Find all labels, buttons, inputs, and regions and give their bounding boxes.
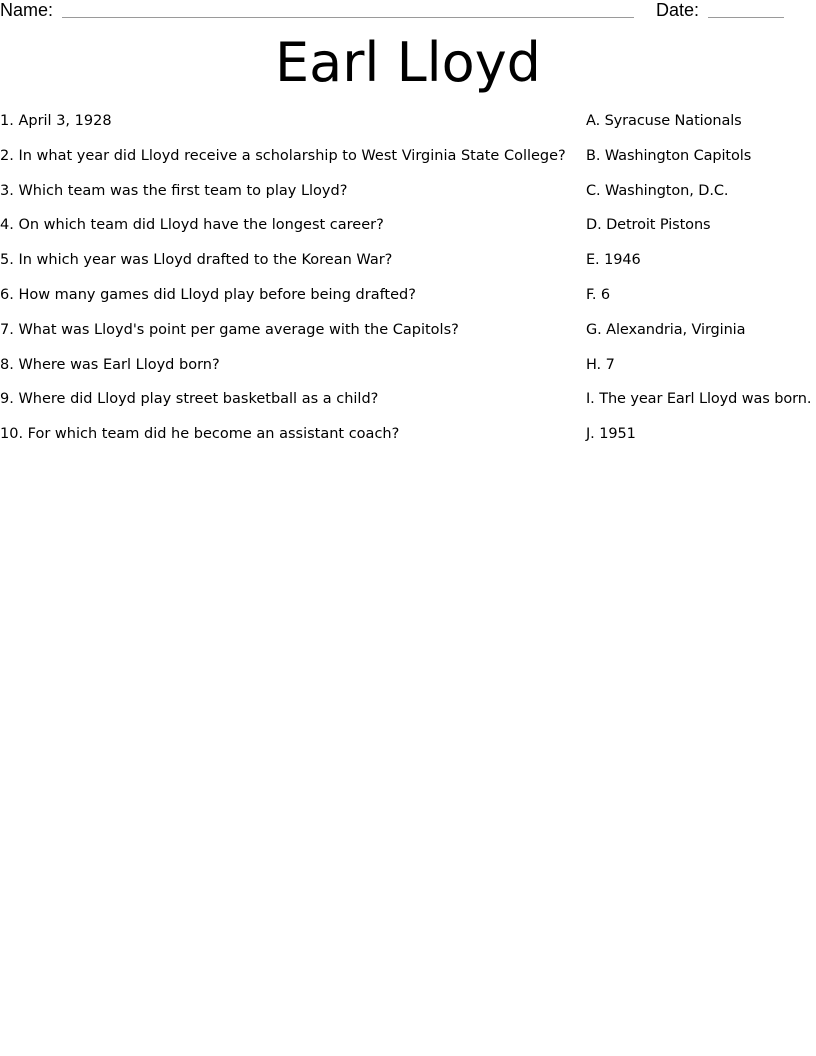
- question-list: [0, 111, 580, 459]
- question-item: 2. In what year did Lloyd receive a scholarship to West Virginia State College?: [0, 147, 566, 164]
- answer-item: C. Washington, D.C.: [586, 182, 729, 199]
- name-blank-line: [62, 17, 634, 18]
- answer-item: H. 7: [586, 356, 615, 373]
- question-item: 1. April 3, 1928: [0, 113, 112, 129]
- page-title: Earl Lloyd: [275, 31, 541, 94]
- answer-item: A. Syracuse Nationals: [586, 113, 742, 129]
- answer-item: D. Detroit Pistons: [586, 217, 711, 234]
- question-item: 4. On which team did Lloyd have the longest career?: [0, 217, 384, 234]
- date-blank-line: [708, 17, 784, 18]
- question-item: 9. Where did Lloyd play street basketball as a child?: [0, 391, 379, 408]
- answer-item: I. The year Earl Lloyd was born.: [586, 391, 812, 408]
- answer-item: J. 1951: [586, 426, 636, 443]
- answer-item: F. 6: [586, 286, 611, 303]
- name-label: Name:: [0, 0, 54, 20]
- question-item: 6. How many games did Lloyd play before being drafted?: [0, 286, 416, 303]
- answer-item: E. 1946: [586, 252, 641, 269]
- answer-item: G. Alexandria, Virginia: [586, 321, 746, 338]
- question-item: 10. For which team did he become an assistant coach?: [0, 426, 400, 443]
- question-item: 7. What was Lloyd's point per game average with the Capitols?: [0, 321, 459, 338]
- question-item: 3. Which team was the first team to play Lloyd?: [0, 182, 348, 199]
- question-item: 8. Where was Earl Lloyd born?: [0, 356, 220, 373]
- answer-item: B. Washington Capitols: [586, 147, 752, 164]
- worksheet-header: [0, 0, 816, 22]
- answer-list: [586, 111, 816, 459]
- question-item: 5. In which year was Lloyd drafted to the Korean War?: [0, 252, 393, 269]
- date-label: Date:: [656, 0, 700, 20]
